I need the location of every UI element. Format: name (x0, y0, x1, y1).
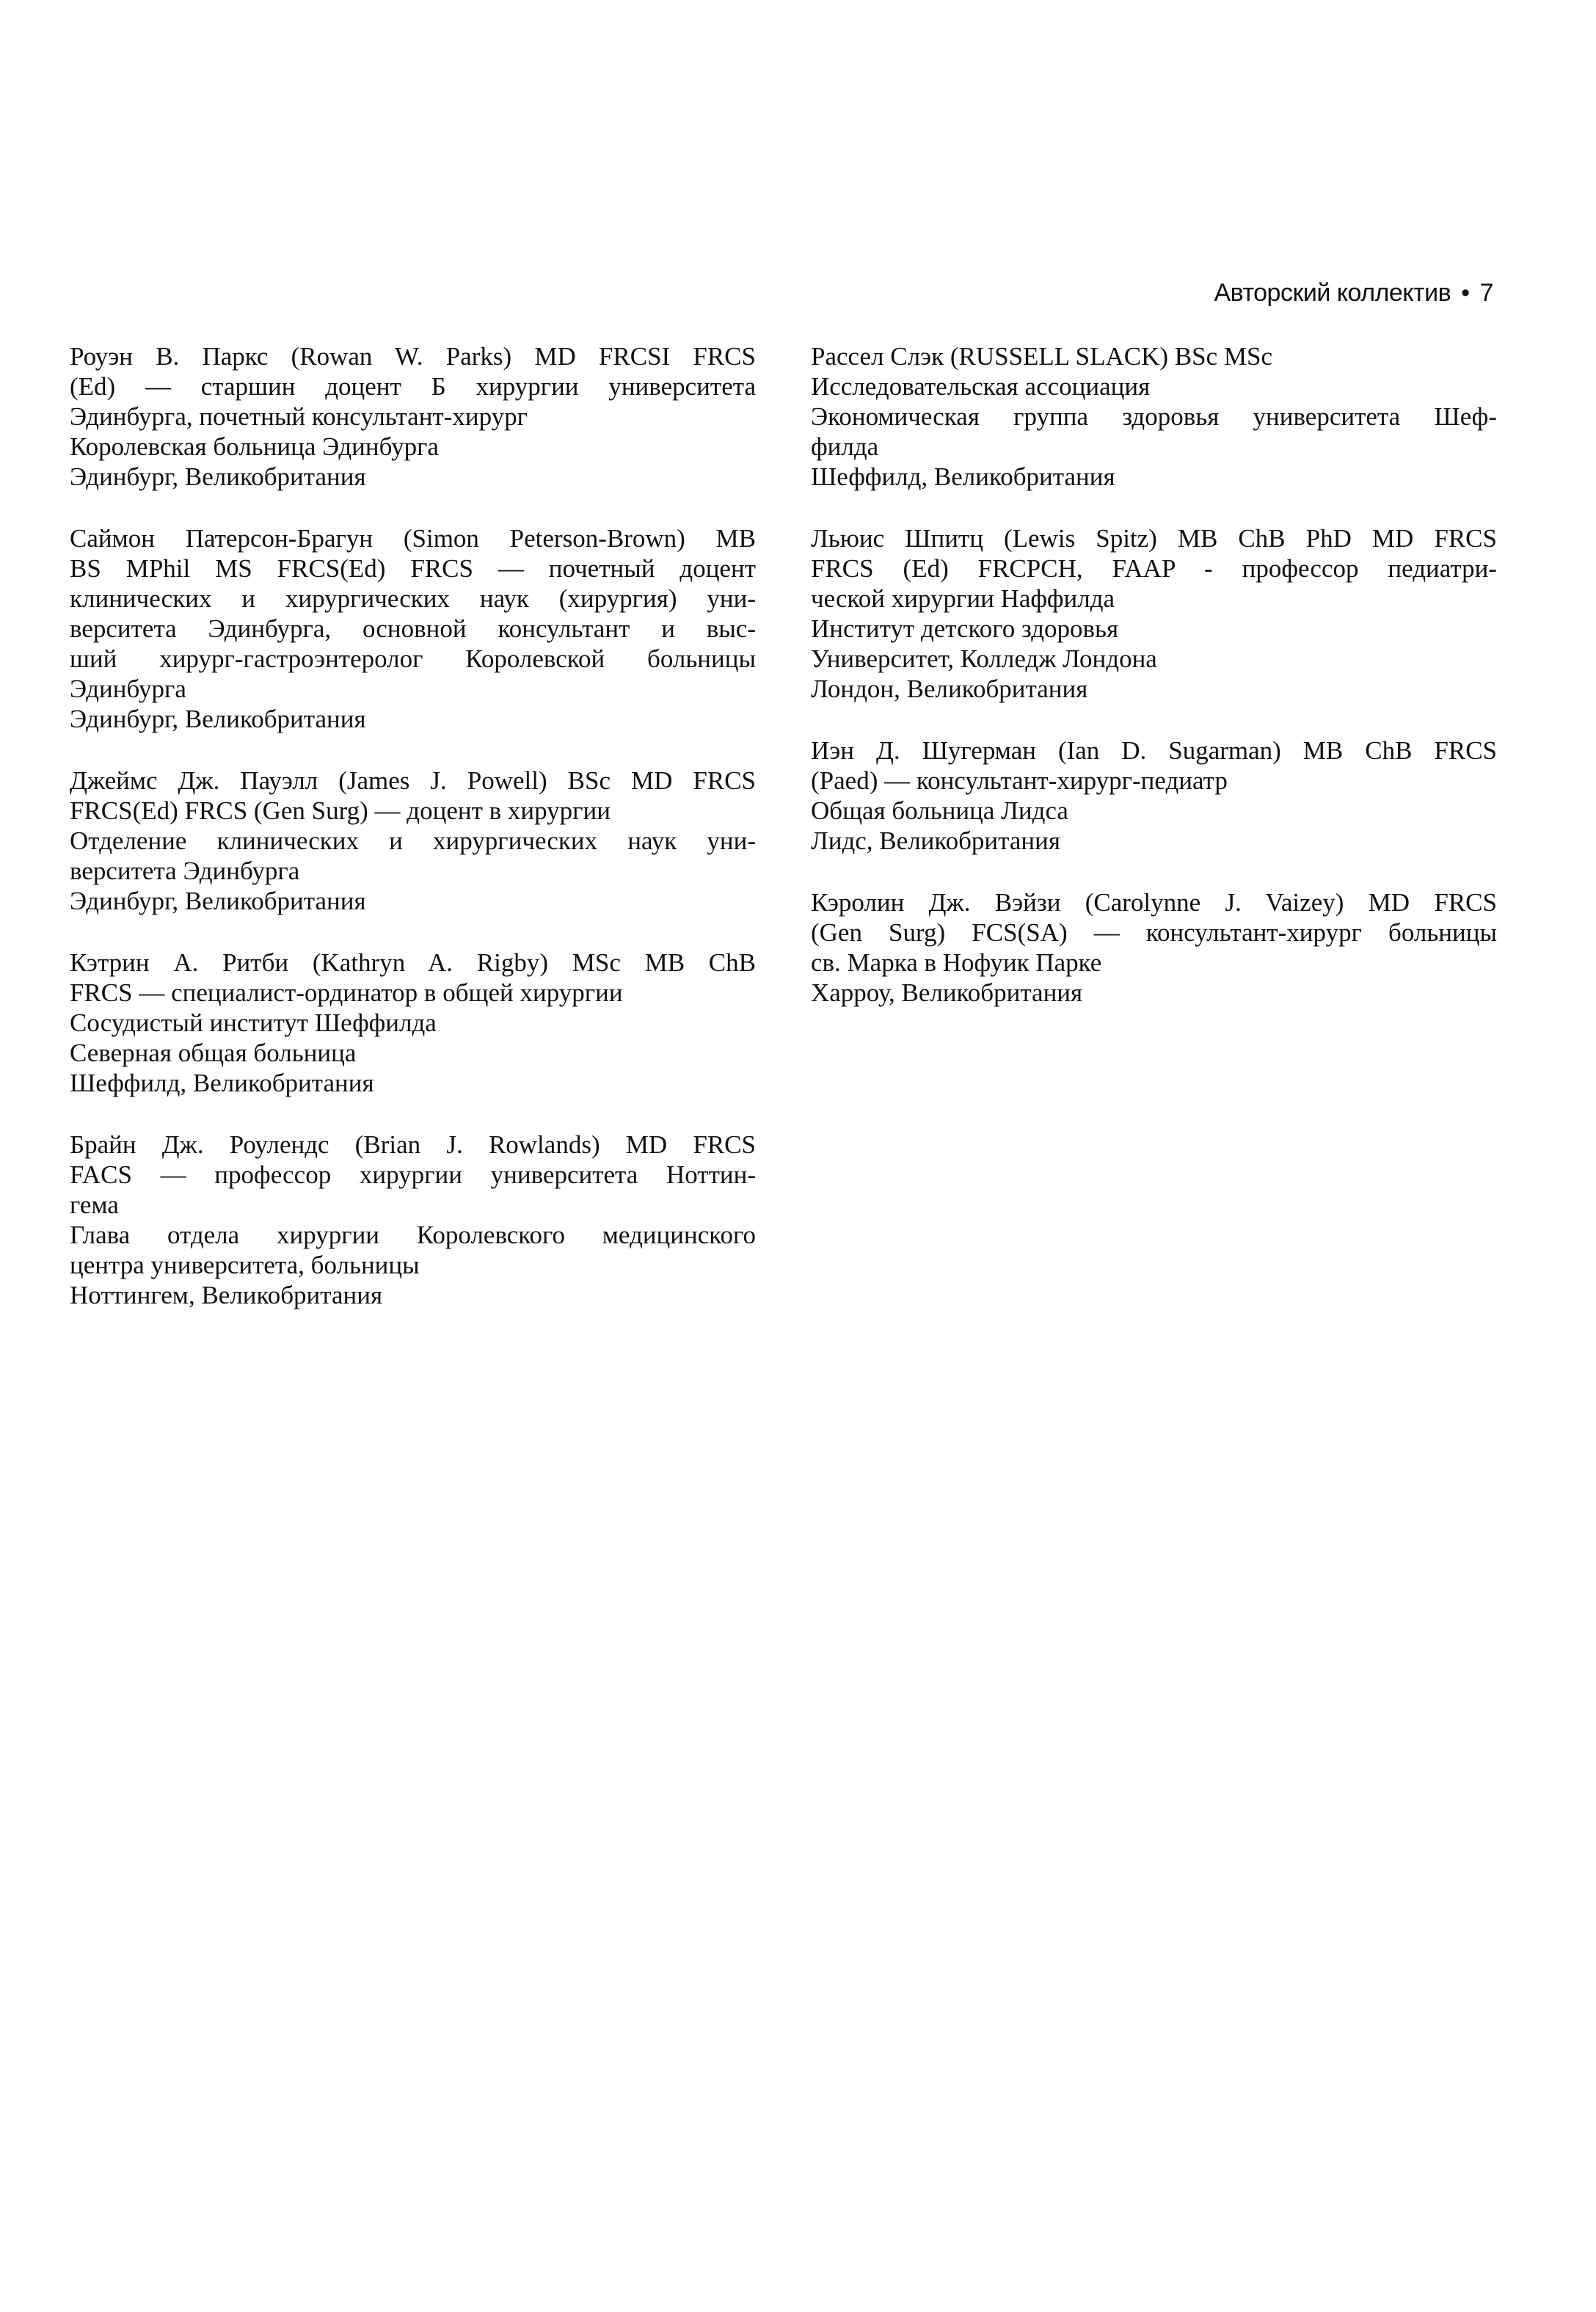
author-entry-slack (811, 341, 1497, 492)
author-entry-vaizey (811, 887, 1497, 1008)
section-title: Авторский коллектив (1214, 279, 1451, 307)
entry-line: верситета Эдинбурга (70, 857, 300, 885)
entry-line: ческой хирургии Наффилда (811, 584, 1115, 613)
author-entry-spitz (811, 523, 1497, 704)
entry-line: BS MPhil MS FRCS(Ed) FRCS — почетный доцент (70, 554, 756, 583)
header-separator: • (1461, 279, 1470, 307)
entry-line: Льюис Шпитц (Lewis Spitz) MB ChB PhD MD FRCS (811, 524, 1497, 553)
right-column (811, 341, 1497, 1039)
entry-line: Северная общая больница (70, 1039, 357, 1067)
entry-line: FRCS (Ed) FRCPCH, FAAP - профессор педиатри- (811, 554, 1497, 583)
entry-line: Кэролин Дж. Вэйзи (Carolynne J. Vaizey) MD FRCS (811, 888, 1497, 917)
author-entry-powell (70, 766, 756, 916)
entry-line: (Ed) — старшин доцент Б хирургии университета (70, 372, 756, 401)
entry-line: филда (811, 432, 879, 461)
entry-line: Университет, Колледж Лондона (811, 644, 1157, 673)
entry-line: Эдинбург, Великобритания (70, 887, 366, 915)
entry-line: Ноттингем, Великобритания (70, 1281, 383, 1309)
entry-line: Эдинбурга, почетный консультант-хирург (70, 402, 528, 431)
entry-line: гема (70, 1190, 119, 1219)
entry-line: Эдинбург, Великобритания (70, 705, 366, 733)
entry-line: верситета Эдинбурга, основной консультант и выс- (70, 614, 756, 643)
entry-line: Экономическая группа здоровья университета Шеф- (811, 402, 1497, 431)
left-column (70, 341, 756, 1342)
entry-line: Эдинбурга (70, 675, 186, 703)
entry-line: Эдинбург, Великобритания (70, 462, 366, 491)
author-entry-rowlands (70, 1130, 756, 1310)
page-number: 7 (1479, 279, 1493, 307)
entry-line: Общая больница Лидса (811, 796, 1068, 825)
entry-line: Рассел Слэк (RUSSELL SLACK) BSc MSc (811, 342, 1272, 371)
entry-line: Глава отдела хирургии Королевского медицинского (70, 1221, 756, 1249)
author-entry-rigby (70, 948, 756, 1098)
entry-line: Иэн Д. Шугерман (Ian D. Sugarman) MB ChB FRCS (811, 736, 1497, 765)
entry-line: Шеффилд, Великобритания (811, 462, 1115, 491)
entry-line: (Gen Surg) FCS(SA) — консультант-хирург больницы (811, 918, 1497, 947)
entry-line: Институт детского здоровья (811, 614, 1119, 643)
entry-line: ший хирург-гастроэнтеролог Королевской больницы (70, 644, 756, 673)
entry-line: Отделение клинических и хирургических наук уни- (70, 826, 756, 855)
entry-line: Лондон, Великобритания (811, 675, 1088, 703)
entry-line: Брайн Дж. Роулендс (Brian J. Rowlands) MD FRCS (70, 1130, 756, 1159)
entry-line: Сосудистый институт Шеффилда (70, 1008, 437, 1037)
entry-line: центра университета, больницы (70, 1251, 420, 1279)
author-entry-peterson-brown (70, 523, 756, 734)
entry-line: FACS — профессор хирургии университета Ноттин- (70, 1160, 756, 1189)
running-head (1214, 279, 1493, 308)
entry-line: (Paed) — консультант-хирург-педиатр (811, 766, 1228, 795)
entry-line: Роуэн В. Паркс (Rowan W. Parks) MD FRCSI FRCS (70, 342, 756, 371)
entry-line: Шеффилд, Великобритания (70, 1069, 374, 1097)
entry-line: Кэтрин А. Ритби (Kathryn A. Rigby) MSc MB ChB (70, 948, 756, 977)
author-entry-parks (70, 341, 756, 492)
entry-line: Лидс, Великобритания (811, 826, 1060, 855)
entry-line: Джеймс Дж. Пауэлл (James J. Powell) BSc MD FRCS (70, 766, 756, 795)
entry-line: Исследовательская ассоциация (811, 372, 1151, 401)
entry-line: клинических и хирургических наук (хирургия) уни- (70, 584, 756, 613)
author-entry-sugarman (811, 735, 1497, 856)
entry-line: св. Марка в Нофуик Парке (811, 948, 1102, 977)
entry-line: Харроу, Великобритания (811, 978, 1083, 1007)
entry-line: FRCS — специалист-ординатор в общей хирургии (70, 978, 623, 1007)
entry-line: FRCS(Ed) FRCS (Gen Surg) — доцент в хирургии (70, 796, 611, 825)
entry-line: Королевская больница Эдинбурга (70, 432, 439, 461)
entry-line: Саймон Патерсон-Брагун (Simon Peterson-Brown) MB (70, 524, 756, 553)
